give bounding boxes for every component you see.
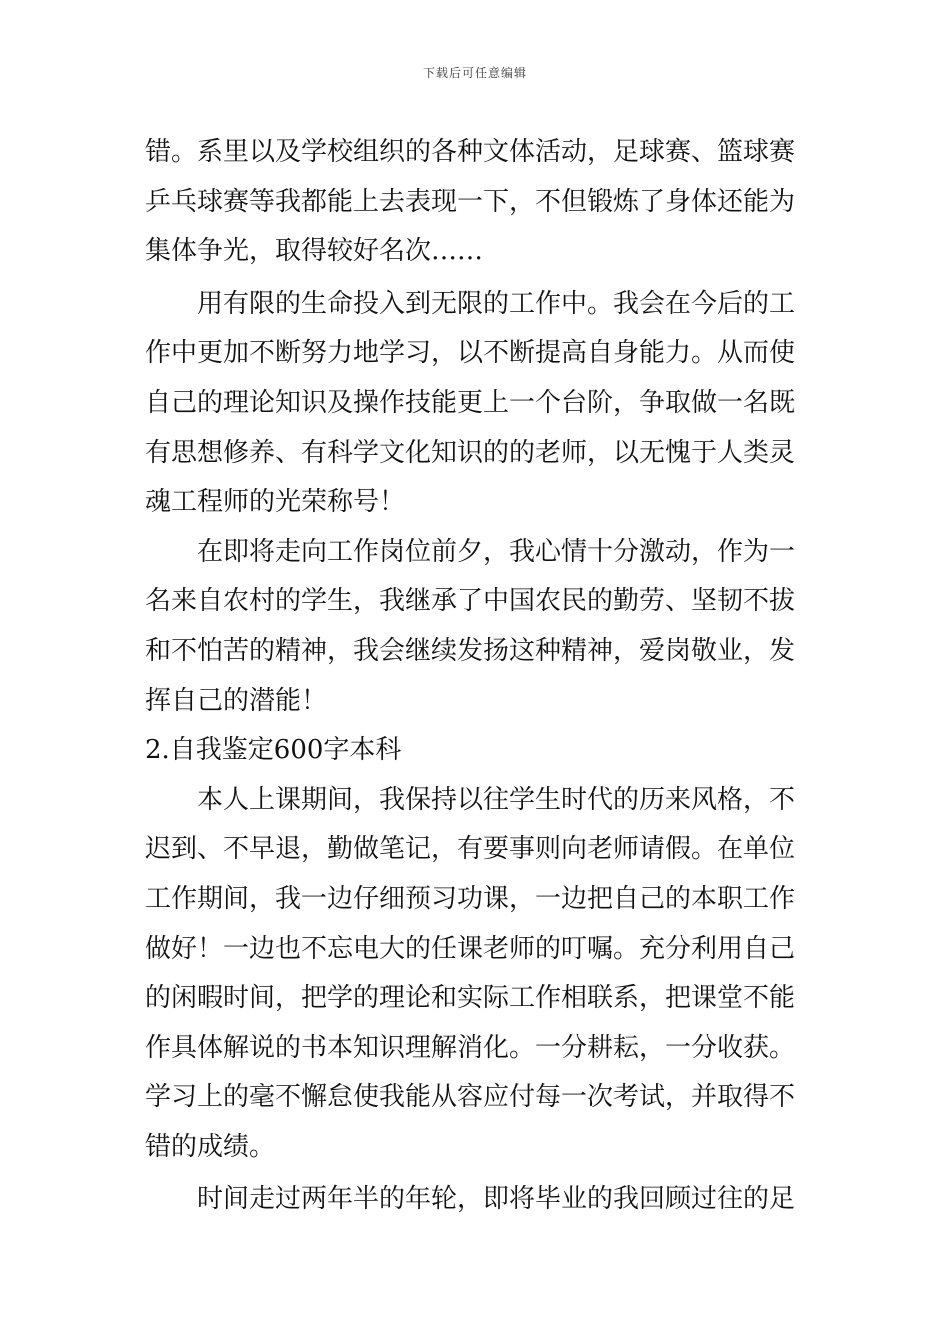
paragraph-first-line: 时间走过两年半的年轮，即将毕业的我回顾过往的足 [197,1184,796,1215]
text-line: 集体争光，取得较好名次…… [145,236,484,267]
text-line: 学习上的毫不懈怠使我能从容应付每一次考试，并取得不 [145,1082,796,1113]
text-line: 做好！一边也不忘电大的任课老师的叮嘱。充分利用自己 [145,933,796,964]
paragraph-first-line: 在即将走向工作岗位前夕，我心情十分激动，作为一 [197,536,796,567]
text-line: 有思想修养、有科学文化知识的的老师，以无愧于人类灵 [145,437,796,468]
text-line: 的闲暇时间，把学的理论和实际工作相联系，把课堂不能 [145,983,796,1014]
text-line: 作具体解说的书本知识理解消化。一分耕耘，一分收获。 [145,1032,796,1063]
text-line: 作中更加不断努力地学习，以不断提高自身能力。从而使 [145,338,796,369]
text-line: 自己的理论知识及操作技能更上一个台阶，争取做一名既 [145,387,796,418]
document-body [145,128,810,1225]
text-line: 错的成绩。 [145,1131,276,1162]
paragraph-first-line: 用有限的生命投入到无限的工作中。我会在今后的工 [197,288,796,319]
text-line: 名来自农村的学生，我继承了中国农民的勤劳、坚韧不拔 [145,586,796,617]
text-line: 和不怕苦的精神，我会继续发扬这种精神，爱岗敬业，发 [145,635,796,666]
paragraph-first-line: 本人上课期间，我保持以往学生时代的历来风格，不 [197,784,796,815]
text-line: 工作期间，我一边仔细预习功课，一边把自己的本职工作 [145,883,796,914]
text-line: 迟到、不早退，勤做笔记，有要事则向老师请假。在单位 [145,834,796,865]
text-line: 错。系里以及学校组织的各种文体活动，足球赛、篮球赛 [145,137,796,167]
section-heading: 2.自我鉴定600字本科 [145,735,402,766]
text-line: 挥自己的潜能！ [145,685,328,716]
page-header-note: 下载后可任意编辑 [422,66,527,80]
text-line: 乒乓球赛等我都能上去表现一下，不但锻炼了身体还能为 [145,186,796,217]
text-line: 魂工程师的光荣称号！ [145,487,406,518]
